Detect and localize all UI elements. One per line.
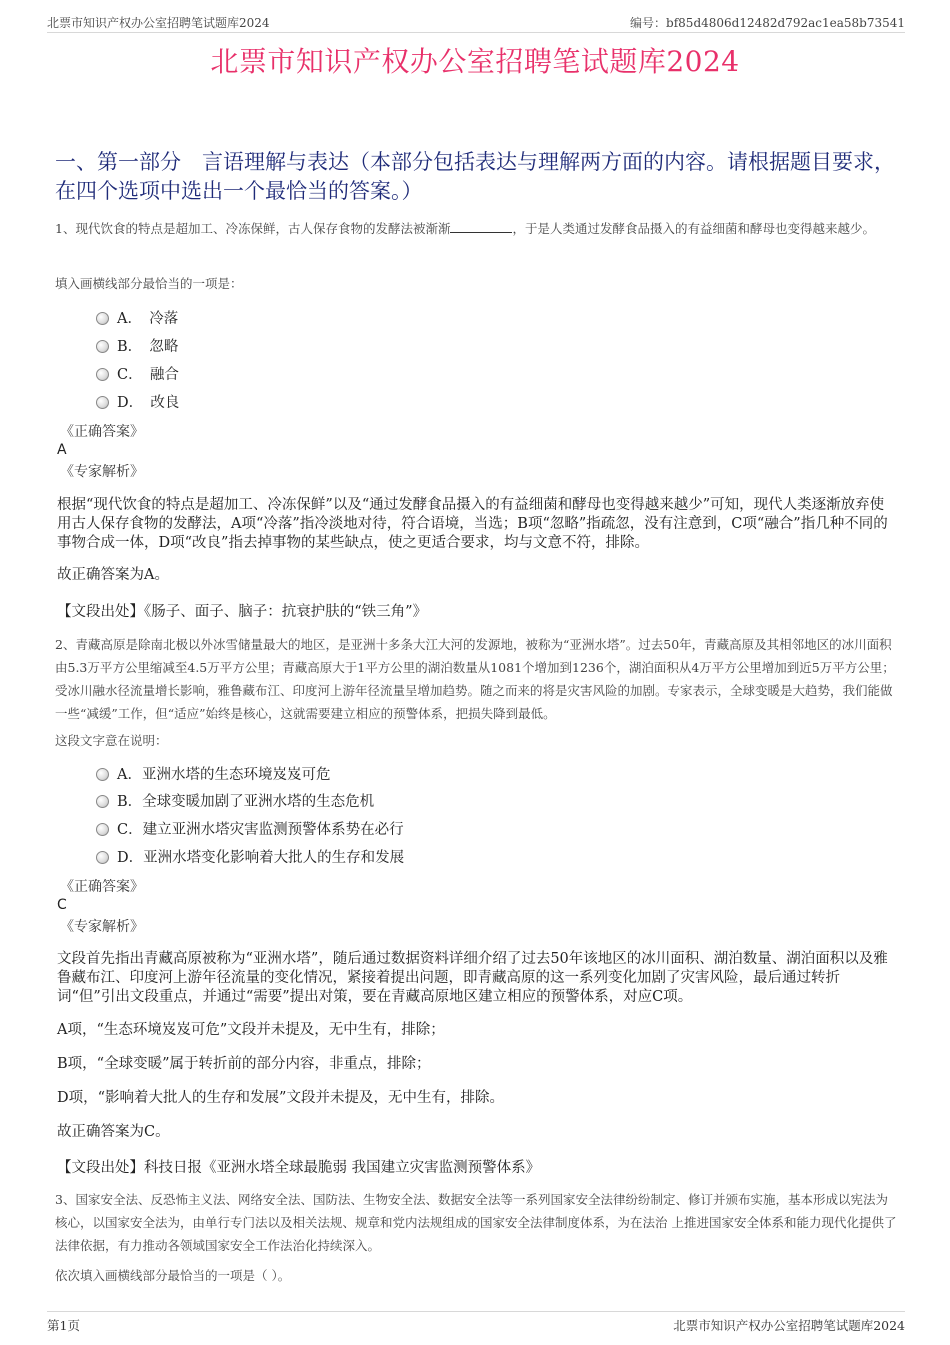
question-2-prompt: 这段文字意在说明： <box>55 733 168 748</box>
radio-icon[interactable] <box>96 795 109 808</box>
analysis-conclusion: 故正确答案为A。 <box>57 567 169 583</box>
section-title: 一、第一部分 言语理解与表达（本部分包括表达与理解两方面的内容。请根据题目要求，在四个选项中选出一个最恰当的答案。） <box>55 150 895 203</box>
option-label: A． 冷落 <box>117 311 179 327</box>
option-a[interactable] <box>96 765 330 785</box>
option-c[interactable] <box>96 820 404 840</box>
header-doc-id: 编号：bf85d4806d12482d792ac1ea58b73541 <box>630 16 905 30</box>
fill-blank <box>450 220 512 233</box>
answer-label: 《正确答案》 <box>60 424 144 440</box>
answer-label: 《正确答案》 <box>60 879 144 895</box>
option-d[interactable] <box>96 848 404 868</box>
header-left-title: 北票市知识产权办公室招聘笔试题库2024 <box>47 16 270 30</box>
analysis-note-b: B项，“全球变暖”属于转折前的部分内容，非重点，排除； <box>57 1056 431 1072</box>
question-2-stem: 2、青藏高原是除南北极以外冰雪储量最大的地区，是亚洲十多条大江大河的发源地，被称为“亚洲水塔”。过去50年，青藏高原及其相邻地区的冰川面积由5.3万平方公里缩减至4.5万平方公里；青藏高原大于1平方公里的湖泊数量从1081个增加到1236个，湖泊面积从4万平方公里增加到近5万平方公里；受冰川融水径流量增长影响，雅鲁藏布江、印度河上游年径流量呈增加趋势。随之而来的将是灾害风险的加剧。专家表示，全球变暖是大趋势，我们能做一些“减缓”工作，但“适应”始终是核心，这就需要建立相应的预警体系，把损失降到最低。 <box>55 637 895 721</box>
analysis-note-d: D项，“影响着大批人的生存和发展”文段并未提及，无中生有，排除。 <box>57 1090 504 1106</box>
page-title: 北票市知识产权办公室招聘笔试题库2024 <box>210 45 740 78</box>
radio-icon[interactable] <box>96 823 109 836</box>
footer-title: 北票市知识产权办公室招聘笔试题库2024 <box>673 1318 905 1333</box>
question-1-stem-part1: 1、现代饮食的特点是超加工、冷冻保鲜，古人保存食物的发酵法被渐渐 <box>55 221 451 236</box>
source-citation: 【文段出处】《肠子、面子、脑子：抗衰护肤的“铁三角”》 <box>57 604 428 620</box>
question-1-prompt: 填入画横线部分最恰当的一项是： <box>55 276 243 291</box>
radio-icon[interactable] <box>96 340 109 353</box>
option-label: D．亚洲水塔变化影响着大批人的生存和发展 <box>117 850 405 866</box>
question-3-stem: 3、国家安全法、反恐怖主义法、网络安全法、国防法、生物安全法、数据安全法等一系列国家安全法律纷纷制定、修订并颁布实施，基本形成以宪法为核心，以国家安全法为，由单行专门法以及相关法规、规章和党内法规组成的国家安全法律制度体系，为在法治 上推进国家安全体系和能力现代化提供了法律依据，有力推动各领域国家安全工作法治化持续深入。 <box>55 1192 897 1253</box>
radio-icon[interactable] <box>96 368 109 381</box>
analysis-note-a: A项，“生态环境岌岌可危”文段并未提及，无中生有，排除； <box>57 1022 445 1038</box>
source-citation: 【文段出处】科技日报《亚洲水塔全球最脆弱 我国建立灾害监测预警体系》 <box>57 1160 541 1176</box>
option-label: C． 融合 <box>117 367 179 383</box>
option-a[interactable] <box>96 309 178 329</box>
question-1-stem-part2: ，于是人类通过发酵食品摄入的有益细菌和酵母也变得越来越少。 <box>512 221 875 236</box>
radio-icon[interactable] <box>96 768 109 781</box>
option-label: B．全球变暖加剧了亚洲水塔的生态危机 <box>117 794 375 810</box>
radio-icon[interactable] <box>96 851 109 864</box>
analysis-label: 《专家解析》 <box>60 919 144 935</box>
page-footer <box>47 1311 905 1336</box>
answer-value: C <box>57 897 67 913</box>
radio-icon[interactable] <box>96 312 109 325</box>
page-number: 第1页 <box>47 1318 80 1333</box>
option-b[interactable] <box>96 792 374 812</box>
radio-icon[interactable] <box>96 396 109 409</box>
option-d[interactable] <box>96 393 179 413</box>
question-3-prompt: 依次填入画横线部分最恰当的一项是（ ）。 <box>55 1268 291 1283</box>
option-label: A．亚洲水塔的生态环境岌岌可危 <box>117 767 331 783</box>
option-label: B． 忽略 <box>117 339 179 355</box>
analysis-conclusion: 故正确答案为C。 <box>57 1124 170 1140</box>
analysis-label: 《专家解析》 <box>60 464 144 480</box>
page-header <box>47 14 905 33</box>
question-1-stem <box>55 217 897 240</box>
answer-value: A <box>57 442 67 458</box>
option-label: C．建立亚洲水塔灾害监测预警体系势在必行 <box>117 822 404 838</box>
option-label: D． 改良 <box>117 395 180 411</box>
option-b[interactable] <box>96 337 178 357</box>
analysis-text: 文段首先指出青藏高原被称为“亚洲水塔”，随后通过数据资料详细介绍了过去50年该地区的冰川面积、湖泊数量、湖泊面积以及雅鲁藏布江、印度河上游年径流量的变化情况，紧接着提出问题，即青藏高原的这一系列变化加剧了灾害风险，最后通过转折词“但”引出文段重点，并通过“需要”提出对策，要在青藏高原地区建立相应的预警体系，对应C项。 <box>57 951 888 1005</box>
analysis-text: 根据“现代饮食的特点是超加工、冷冻保鲜”以及“通过发酵食品摄入的有益细菌和酵母也变得越来越少”可知，现代人类逐渐放弃使用古人保存食物的发酵法，A项“冷落”指冷淡地对待，符合语境，当选；B项“忽略”指疏忽，没有注意到，C项“融合”指几种不同的事物合成一体，D项“改良”指去掉事物的某些缺点，使之更适合要求，均与文意不符，排除。 <box>57 497 888 551</box>
option-c[interactable] <box>96 365 179 385</box>
